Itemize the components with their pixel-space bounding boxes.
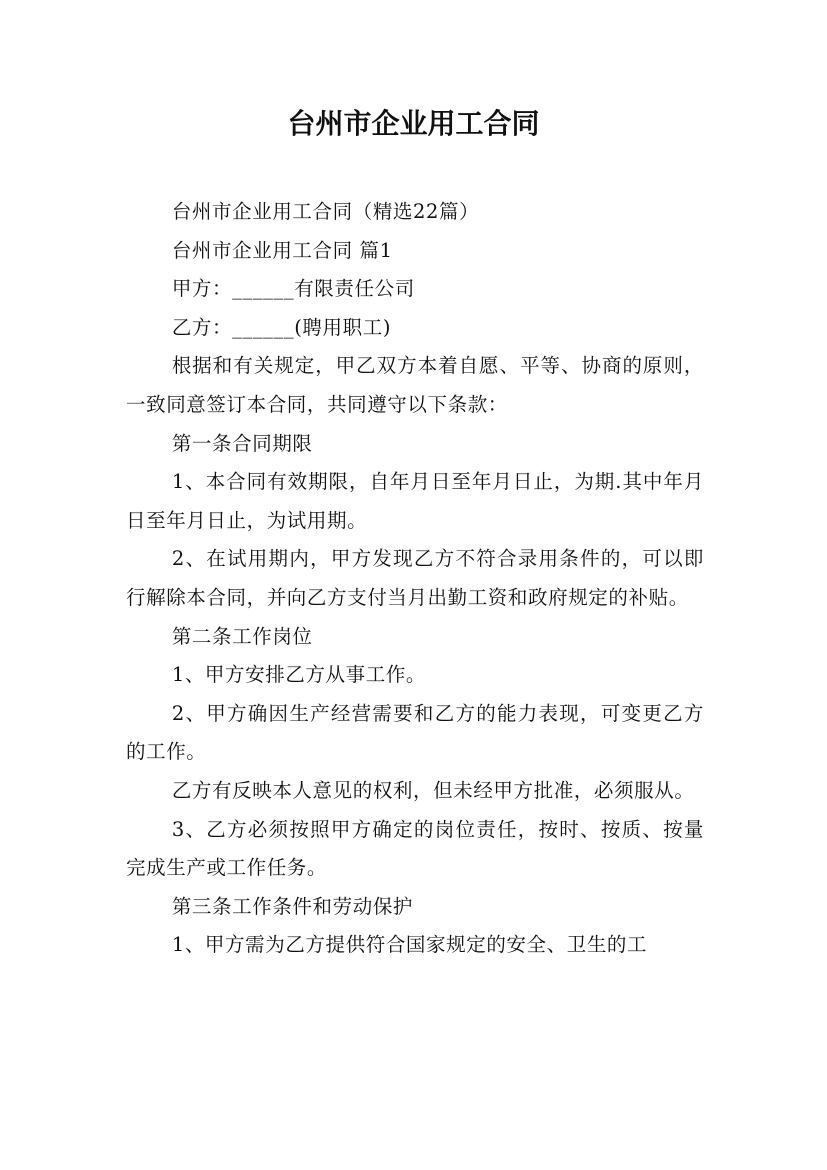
article-1-clause-1: 1、本合同有效期限，自年月日至年月日止，为期.其中年月日至年月日止，为试用期。 — [126, 470, 704, 532]
paragraph-subtitle: 台州市企业用工合同（精选22篇） — [171, 200, 480, 223]
article-3-clause-1: 1、甲方需为乙方提供符合国家规定的安全、卫生的工 — [171, 933, 648, 957]
paragraph-preamble: 根据和有关规定，甲乙双方本着自愿、平等、协商的原则，一致同意签订本合同，共同遵守以下条款： — [126, 354, 704, 416]
article-3-heading: 第三条工作条件和劳动保护 — [171, 894, 414, 918]
article-2-heading: 第二条工作岗位 — [171, 624, 313, 648]
paragraph-party-b: 乙方：______(聘用职工) — [171, 315, 392, 339]
article-2-clause-1: 1、甲方安排乙方从事工作。 — [171, 663, 427, 687]
document-title: 台州市企业用工合同 — [287, 107, 540, 140]
article-1-heading: 第一条合同期限 — [171, 431, 313, 455]
article-2-note: 乙方有反映本人意见的权利，但未经甲方批准，必须服从。 — [171, 778, 695, 802]
article-2-clause-3: 3、乙方必须按照甲方确定的岗位责任，按时、按质、按量完成生产或工作任务。 — [126, 817, 704, 880]
paragraph-section-heading: 台州市企业用工合同 篇1 — [171, 238, 393, 262]
document-body — [126, 193, 704, 965]
paragraph-party-a: 甲方：______有限责任公司 — [171, 277, 415, 301]
article-1-clause-2: 2、在试用期内，甲方发现乙方不符合录用条件的，可以即行解除本合同，并向乙方支付当月出勤工资和政府规定的补贴。 — [126, 547, 704, 609]
article-2-clause-2: 2、甲方确因生产经营需要和乙方的能力表现，可变更乙方的工作。 — [126, 701, 704, 764]
